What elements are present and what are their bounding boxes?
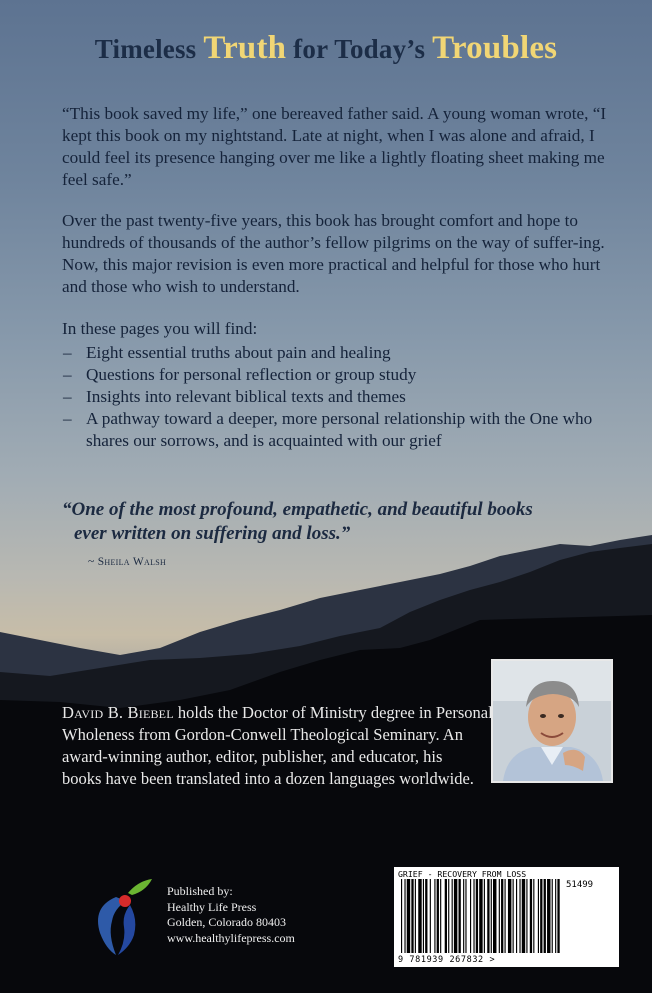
quote-line-2: ever written on suffering and loss.” <box>74 523 351 544</box>
headline-part-1: Timeless <box>94 34 204 64</box>
barcode-bar <box>533 879 534 957</box>
barcode-bar <box>508 879 511 957</box>
barcode-bar <box>516 879 517 957</box>
findings-intro: In these pages you will find: <box>62 319 258 338</box>
barcode-bar <box>418 879 421 957</box>
barcode-bar <box>476 879 478 957</box>
barcode-bar <box>437 879 439 957</box>
author-bio <box>62 702 493 790</box>
list-item: – Insights into relevant biblical texts and themes <box>62 386 627 408</box>
findings-list <box>62 342 627 452</box>
endorsement-quote <box>62 498 602 546</box>
barcode-bar <box>547 879 550 957</box>
description-paragraph: Over the past twenty-five years, this book has brought comfort and hope to hundreds of thousands of the author’s fellow pilgrims on the way of suffer-ing. Now, this major revision is even more practical and helpful for those who hurt and those who wish to understand. <box>62 211 605 296</box>
barcode-bar <box>538 879 539 957</box>
barcode-bar <box>552 879 553 957</box>
publisher-url: www.healthylifepress.com <box>167 930 295 945</box>
barcode-bar <box>401 879 402 957</box>
publisher-logo-icon <box>86 875 160 955</box>
barcode-bar <box>473 879 474 957</box>
list-item: – Eight essential truths about pain and healing <box>62 342 627 364</box>
barcode-bar <box>493 879 496 957</box>
testimonial-paragraph: “This book saved my life,” one bereaved father said. A young woman wrote, “I kept this book on my nightstand. Late at night, when I was alone and afraid, I could feel its presence hanging over me like a lightly floating sheet making me feel safe.” <box>62 104 607 189</box>
quote-attribution: ~ Sheila Walsh <box>88 556 167 568</box>
barcode-bar <box>411 879 413 957</box>
barcode-bar <box>423 879 424 957</box>
barcode-bar <box>530 879 532 957</box>
barcode-price-code: 51499 <box>566 880 594 890</box>
barcode-bar <box>470 879 471 957</box>
barcode-bar <box>440 879 441 957</box>
publisher-label: Published by: <box>167 884 233 898</box>
barcode-bar <box>404 879 405 957</box>
barcode-bar <box>459 879 461 957</box>
list-item: – A pathway toward a deeper, more personal relationship with the One who shares our sorrows, and is acquainted with our grief <box>62 408 627 452</box>
isbn-barcode <box>394 867 619 967</box>
barcode-bar <box>544 879 546 957</box>
barcode-bar <box>487 879 489 957</box>
barcode-bar <box>505 879 506 957</box>
barcode-bar <box>501 879 503 957</box>
quote-line-1: “One of the most profound, empathetic, and beautiful books <box>62 499 533 520</box>
barcode-bar <box>430 879 431 957</box>
headline-part-2: for Today’s <box>286 34 433 64</box>
barcode-bar <box>434 879 435 957</box>
publisher-name: Healthy Life Press <box>167 899 257 914</box>
barcode-bar <box>479 879 482 957</box>
barcode-category: GRIEF - RECOVERY FROM LOSS <box>398 869 527 879</box>
barcode-bar <box>463 879 464 957</box>
barcode-bar <box>407 879 410 957</box>
publisher-city: Golden, Colorado 80403 <box>167 915 286 929</box>
barcode-bar <box>454 879 457 957</box>
barcode-bar <box>555 879 556 957</box>
barcode-bar <box>448 879 449 957</box>
barcode-bar <box>522 879 525 957</box>
cover-headline <box>0 30 652 67</box>
barcode-bar <box>445 879 447 957</box>
barcode-bar <box>452 879 453 957</box>
author-portrait-image <box>493 661 611 781</box>
author-bio-rest: Wholeness from Gordon-Conwell Theological Seminary. An award-winning author, editor, publisher, and educator, his books have been translated into a dozen languages worldwide. <box>62 725 474 788</box>
headline-accent-truth: Truth <box>203 30 287 66</box>
list-item: – Questions for personal reflection or group study <box>62 364 627 386</box>
barcode-bar <box>540 879 542 957</box>
barcode-bar <box>415 879 416 957</box>
barcode-bar <box>513 879 514 957</box>
headline-accent-troubles: Troubles <box>432 30 558 66</box>
barcode-bar <box>519 879 520 957</box>
barcode-bar <box>499 879 500 957</box>
barcode-bars <box>397 879 616 957</box>
barcode-bar <box>526 879 527 957</box>
author-bio-line-1: holds the Doctor of Ministry degree in Personal <box>173 703 493 722</box>
barcode-bar <box>465 879 466 957</box>
barcode-bar <box>425 879 427 957</box>
barcode-bar <box>491 879 492 957</box>
barcode-bar <box>557 879 559 957</box>
author-name: David B. Biebel <box>62 703 174 722</box>
barcode-bar <box>484 879 485 957</box>
publisher-info <box>167 884 295 946</box>
author-photo <box>491 659 613 783</box>
barcode-isbn-digits: 9 781939 267832 > <box>398 955 496 965</box>
